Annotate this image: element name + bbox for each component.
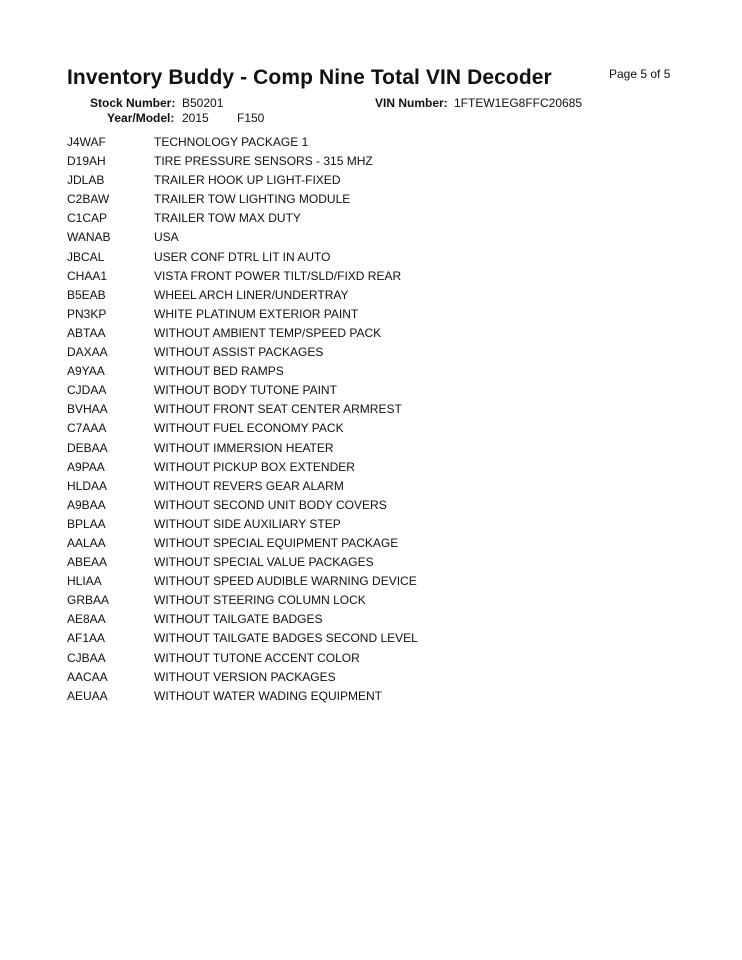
option-code: ABTAA: [67, 325, 106, 340]
option-code: AEUAA: [67, 688, 108, 703]
option-row: [67, 477, 667, 496]
option-description: VISTA FRONT POWER TILT/SLD/FIXD REAR: [154, 268, 402, 283]
option-code: A9PAA: [67, 459, 105, 474]
option-description: WITHOUT PICKUP BOX EXTENDER: [154, 459, 355, 474]
option-code: AF1AA: [67, 631, 106, 646]
option-description: WITHOUT IMMERSION HEATER: [154, 440, 334, 455]
option-row: [67, 381, 667, 400]
model-value: F150: [237, 111, 265, 125]
option-code: JBCAL: [67, 249, 105, 264]
option-row: [67, 439, 667, 458]
option-row: [67, 668, 667, 687]
option-description: WITHOUT BED RAMPS: [154, 364, 284, 379]
option-code: PN3KP: [67, 306, 107, 321]
option-row: [67, 209, 667, 228]
option-code: B5EAB: [67, 287, 106, 302]
year-model-label: Year/Model:: [107, 111, 175, 125]
stock-number-label: Stock Number:: [90, 96, 176, 110]
option-row: [67, 362, 667, 381]
vin-number-value: 1FTEW1EG8FFC20685: [454, 96, 583, 110]
option-row: [67, 228, 667, 247]
option-description: WHITE PLATINUM EXTERIOR PAINT: [154, 306, 359, 321]
option-row: [67, 419, 667, 438]
year-value: 2015: [182, 111, 209, 125]
option-code: GRBAA: [67, 593, 110, 608]
option-code: J4WAF: [67, 135, 106, 149]
option-row: [67, 152, 667, 171]
option-description: WITHOUT SPEED AUDIBLE WARNING DEVICE: [154, 574, 417, 589]
option-code-list: [67, 133, 667, 706]
option-code: DAXAA: [67, 345, 108, 360]
option-code: BPLAA: [67, 516, 106, 531]
option-code: CHAA1: [67, 268, 108, 283]
option-code: A9BAA: [67, 497, 106, 512]
option-code: C2BAW: [67, 192, 110, 207]
option-description: WITHOUT SPECIAL VALUE PACKAGES: [154, 555, 374, 570]
option-row: [67, 572, 667, 591]
option-row: [67, 649, 667, 668]
option-description: WITHOUT AMBIENT TEMP/SPEED PACK: [154, 325, 382, 340]
option-code: ABEAA: [67, 555, 108, 570]
document-title: Inventory Buddy - Comp Nine Total VIN Decoder: [67, 66, 552, 89]
option-row: [67, 133, 667, 152]
option-row: [67, 190, 667, 209]
page-number: Page 5 of 5: [609, 67, 671, 81]
option-row: [67, 458, 667, 477]
option-description: WITHOUT REVERS GEAR ALARM: [154, 478, 344, 493]
option-row: [67, 515, 667, 534]
option-row: [67, 248, 667, 267]
option-row: [67, 305, 667, 324]
option-description: WITHOUT SIDE AUXILIARY STEP: [154, 516, 341, 531]
option-row: [67, 496, 667, 515]
option-description: WITHOUT STEERING COLUMN LOCK: [154, 593, 366, 608]
option-code: DEBAA: [67, 440, 108, 455]
option-code: D19AH: [67, 154, 106, 169]
option-row: [67, 687, 667, 706]
option-row: [67, 171, 667, 190]
option-code: AACAA: [67, 669, 108, 684]
option-code: WANAB: [67, 230, 111, 245]
option-row: [67, 286, 667, 305]
option-row: [67, 343, 667, 362]
option-row: [67, 610, 667, 629]
option-description: WHEEL ARCH LINER/UNDERTRAY: [154, 287, 349, 302]
option-code: AALAA: [67, 535, 106, 550]
option-row: [67, 591, 667, 610]
option-row: [67, 267, 667, 286]
option-code: C7AAA: [67, 421, 107, 436]
option-description: USER CONF DTRL LIT IN AUTO: [154, 249, 331, 264]
option-row: [67, 629, 667, 648]
option-code: BVHAA: [67, 402, 108, 417]
option-row: [67, 400, 667, 419]
option-code: HLIAA: [67, 574, 102, 589]
option-code: JDLAB: [67, 173, 105, 188]
option-description: TRAILER TOW LIGHTING MODULE: [154, 192, 351, 207]
option-description: WITHOUT SECOND UNIT BODY COVERS: [154, 497, 387, 512]
option-code: CJDAA: [67, 383, 107, 398]
option-description: WITHOUT TUTONE ACCENT COLOR: [154, 650, 360, 665]
option-code: HLDAA: [67, 478, 108, 493]
option-description: TRAILER TOW MAX DUTY: [154, 211, 301, 226]
option-description: TRAILER HOOK UP LIGHT-FIXED: [154, 173, 341, 188]
option-description: WITHOUT FRONT SEAT CENTER ARMREST: [154, 402, 402, 417]
option-description: WITHOUT VERSION PACKAGES: [154, 669, 336, 684]
option-row: [67, 553, 667, 572]
option-description: WITHOUT BODY TUTONE PAINT: [154, 383, 337, 398]
option-code: C1CAP: [67, 211, 108, 226]
vin-number-label: VIN Number:: [375, 96, 448, 110]
option-description: WITHOUT FUEL ECONOMY PACK: [154, 421, 344, 436]
option-description: WITHOUT TAILGATE BADGES: [154, 612, 323, 627]
option-description: TECHNOLOGY PACKAGE 1: [154, 135, 309, 149]
option-code: CJBAA: [67, 650, 106, 665]
option-description: WITHOUT WATER WADING EQUIPMENT: [154, 688, 382, 703]
option-description: WITHOUT TAILGATE BADGES SECOND LEVEL: [154, 631, 418, 646]
option-row: [67, 324, 667, 343]
option-description: WITHOUT ASSIST PACKAGES: [154, 345, 324, 360]
option-code: AE8AA: [67, 612, 106, 627]
option-code: A9YAA: [67, 364, 105, 379]
option-description: USA: [154, 230, 179, 245]
option-description: TIRE PRESSURE SENSORS - 315 MHZ: [154, 154, 373, 169]
option-description: WITHOUT SPECIAL EQUIPMENT PACKAGE: [154, 535, 399, 550]
option-row: [67, 534, 667, 553]
stock-number-value: B50201: [182, 96, 224, 110]
